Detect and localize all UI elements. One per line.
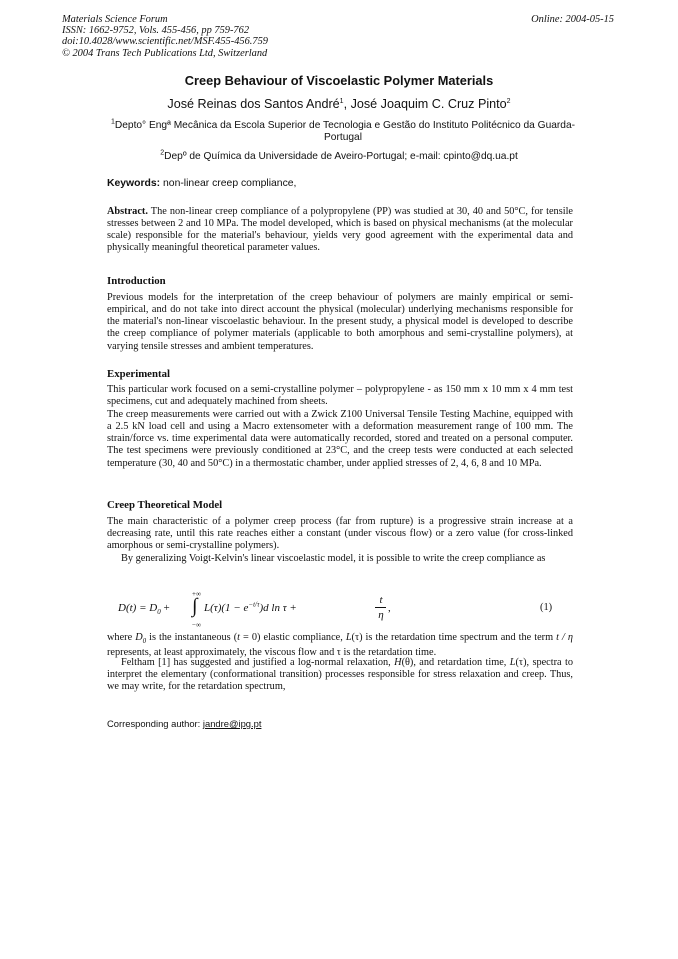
p3-text-a: where (107, 632, 136, 643)
equation-plus: + (160, 602, 170, 614)
theory-heading: Creep Theoretical Model (107, 499, 223, 511)
affiliation-1-sup: 1 (110, 118, 115, 126)
author-2-sup: 2 (506, 97, 511, 105)
p3-text-b: is the instantaneous ( (146, 632, 238, 643)
equation-lhs-text: D(t) = D (118, 602, 158, 614)
keywords (107, 178, 296, 189)
experimental-paragraph-2: The creep measurements were carried out with a Zwick Z100 Universal Tensile Testing Machine, equipped with a 2.5 kN load cell and using a Macro extensometer with a deformation measurement range of 100 mm. The strain/force vs. time experimental data were automatically recorded, stored and treated on a personal computer. The test specimens were previously conditioned at 23°C, and the creep tests were conducted at each selected temperature (30, 40 and 50°C) in a thermostatic chamber, under applied stresses of 2, 4, 6, 8 and 10 MPa. (107, 409, 573, 469)
journal-name: Materials Science Forum (62, 14, 168, 25)
theory-paragraph-1: The main characteristic of a polymer creep process (far from rupture) is a progressive strain increase at a decreasing rate, until this rate reaches either a constant (under viscous flow) or a zero value (for cross-linked amorphous or semi-crystalline polymers). (107, 516, 573, 552)
journal-header (62, 14, 362, 59)
keywords-text: non-linear creep compliance, (160, 178, 297, 189)
p3-text-e: represents, at least approximately, the viscous flow and τ is the retardation time. (107, 647, 437, 659)
affiliation-2-sup: 2 (160, 149, 165, 157)
p3-L: L (345, 632, 352, 643)
theory-paragraph-3 (107, 632, 573, 659)
corresponding-author-email[interactable]: jandre@ipg.pt (202, 718, 262, 729)
equation-body-text: L(τ)(1 − e (204, 602, 249, 614)
p4-H: H (394, 657, 402, 668)
p3-text-c: = 0) elastic compliance, (240, 632, 346, 643)
equation-exponent: −t/τ (248, 600, 260, 609)
abstract (107, 206, 573, 255)
experimental-paragraph-1: This particular work focused on a semi-crystalline polymer – polypropylene - as 150 mm x 10 mm x 4 mm test specimens, cut and adequately machined from sheets. (107, 384, 573, 408)
author-2: José Joaquim C. Cruz Pinto (350, 97, 507, 111)
integral-lower-limit: −∞ (192, 621, 201, 629)
paper-title: Creep Behaviour of Viscoelastic Polymer Materials (184, 73, 494, 88)
integral-sign: ∫ (192, 595, 198, 617)
fraction-bar (375, 607, 386, 608)
online-date: Online: 2004-05-15 (531, 14, 614, 25)
doi-line[interactable]: doi:10.4028/www.scientific.net/MSF.455-456.759 (62, 36, 268, 48)
author-list (0, 97, 678, 111)
equation-body-tail: )d ln τ + (259, 602, 297, 614)
corresponding-author-label: Corresponding author: (107, 718, 203, 729)
integral-upper-limit: +∞ (192, 590, 201, 598)
equation-lhs-sub: 0 (157, 608, 161, 617)
affiliation-2 (0, 151, 678, 163)
p4-text-c: (τ), spectra to interpret the elementary (conformational transition) processes responsible for stress relaxation and creep. Thus, we may write, for the retardation spectrum, (107, 657, 573, 693)
p4-text-a: Feltham [1] has suggested and justified a log-normal relaxation, (121, 657, 395, 668)
experimental-heading: Experimental (107, 368, 170, 380)
equation-lhs (118, 602, 170, 616)
theory-paragraph-2: By generalizing Voigt-Kelvin's linear viscoelastic model, it is possible to write the creep compliance as (121, 553, 546, 564)
p3-d0: D (135, 632, 143, 643)
equation-body (204, 602, 297, 614)
abstract-text: The non-linear creep compliance of a polypropylene (PP) was studied at 30, 40 and 50°C, for tensile stresses between 2 and 10 MPa. The model developed, which is based on physical mechanisms (at the molecular scale) responsible for the material's behaviour, yields very good agreement with the experimental data and physically meaningful theoretical parameter values. (107, 206, 573, 254)
p4-text-b: (θ), and retardation time, (401, 657, 510, 668)
corresponding-author (107, 718, 261, 729)
issn-line: ISSN: 1662-9752, Vols. 455-456, pp 759-762 (62, 25, 250, 37)
author-1-sup: 1 (339, 97, 344, 105)
p3-t-eta: t / η (556, 632, 573, 643)
affiliation-1 (108, 120, 578, 144)
equation-1 (118, 590, 458, 632)
introduction-paragraph: Previous models for the interpretation of the creep behaviour of polymers are mainly empirical or semi-empirical, and do not take into direct account the physical (molecular) underlying mechanisms responsible for the material's non-linear viscoelastic behaviour. In the present study, a physical model is developed to describe the creep compliance of polymer materials (applicable to both amorphous and semi-crystalline polymers), at varying tensile stresses and ambient temperatures. (107, 292, 573, 352)
fraction-denominator: η (378, 609, 384, 621)
p3-d0-sub: 0 (142, 637, 147, 646)
fraction-numerator: t (379, 594, 383, 606)
abstract-label: Abstract. (107, 206, 148, 217)
keywords-label: Keywords: (107, 178, 161, 189)
equation-number: (1) (540, 602, 553, 613)
introduction-heading: Introduction (107, 275, 166, 287)
p4-L: L (509, 657, 516, 668)
copyright-line: © 2004 Trans Tech Publications Ltd, Switzerland (62, 47, 268, 59)
affiliation-2-text: Depº de Química da Universidade de Aveiro-Portugal; e-mail: cpinto@dq.ua.pt (164, 151, 518, 162)
author-separator: , (343, 97, 351, 111)
affiliation-1-text: Depto° Engª Mecânica da Escola Superior de Tecnologia e Gestão do Instituto Politécnico da Guarda-Portugal (114, 120, 576, 144)
p3-text-d: (τ) is the retardation time spectrum and the term (351, 632, 557, 643)
author-1: José Reinas dos Santos André (167, 97, 340, 111)
p3-t: t (237, 632, 240, 643)
equation-comma: , (388, 602, 391, 614)
theory-paragraph-4 (107, 657, 573, 693)
